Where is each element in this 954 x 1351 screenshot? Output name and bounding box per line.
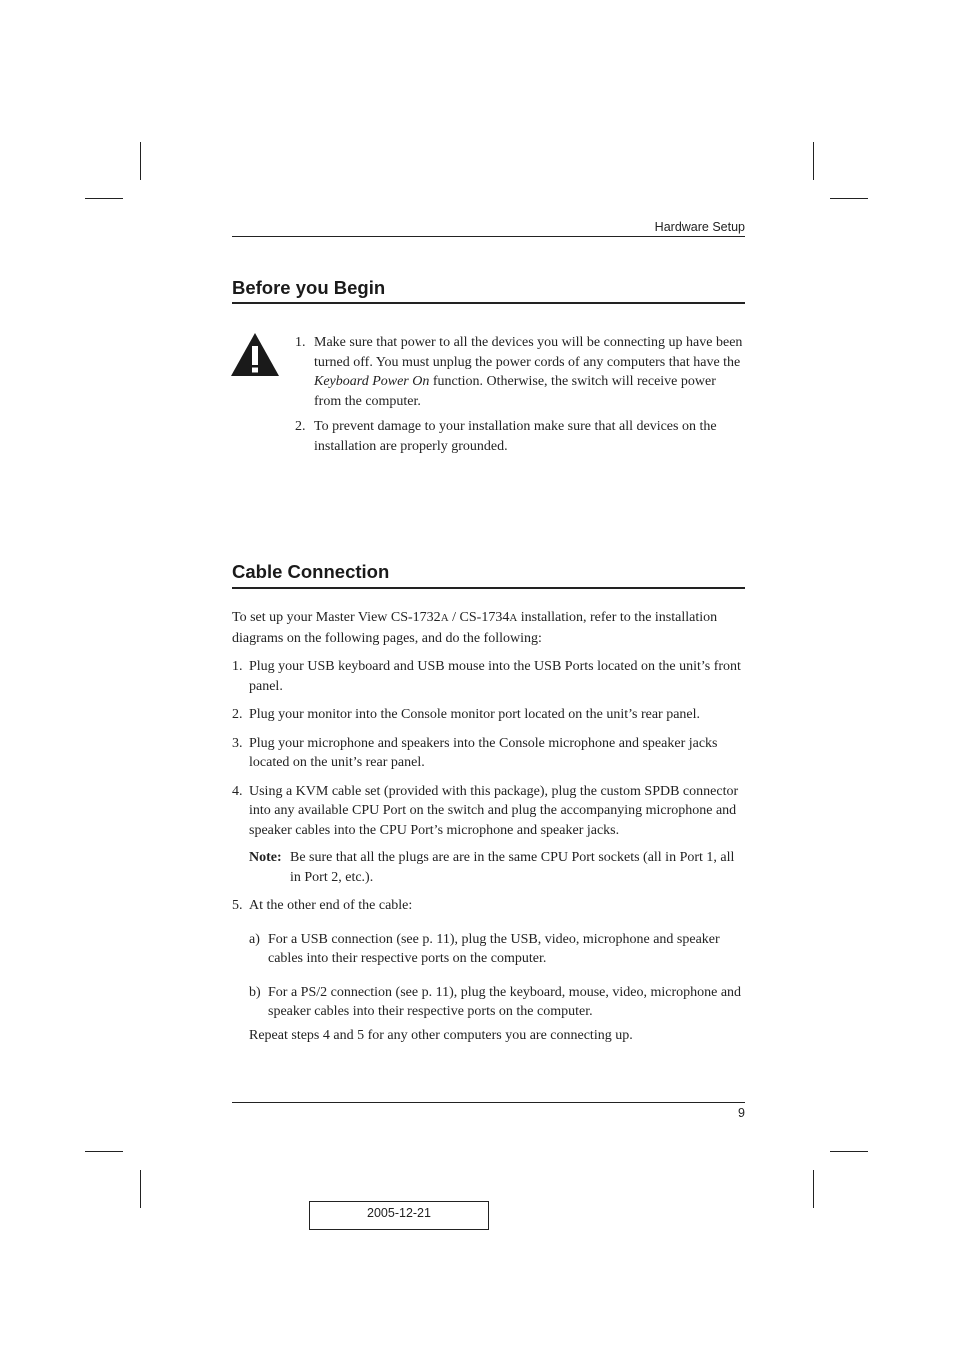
substeps-list [249, 930, 745, 1022]
note-text: Be sure that all the plugs are are in the same CPU Port sockets (all in Port 1, all in Port 2, etc.). [290, 850, 735, 885]
date-stamp: 2005-12-21 [309, 1201, 489, 1230]
list-number: 4. [232, 783, 243, 799]
step-text: Plug your microphone and speakers into the Console microphone and speaker jacks located on the unit’s rear panel. [249, 735, 718, 770]
note-label: Note: [249, 850, 282, 865]
list-item [232, 657, 745, 696]
list-item [295, 417, 745, 456]
precaution-text: Make sure that power to all the devices you will be connecting up have been turned off. You must unplug the power cords of any computers that have the [314, 335, 743, 370]
crop-mark [813, 1170, 814, 1208]
list-item [295, 333, 745, 411]
list-number: 5. [232, 898, 243, 913]
precaution-list [295, 333, 745, 461]
section-rule [232, 587, 745, 589]
crop-mark [830, 1151, 868, 1152]
step-text: Plug your USB keyboard and USB mouse into the USB Ports located on the unit’s front panel. [249, 659, 741, 694]
section-title-before-you-begin: Before you Begin [232, 277, 386, 298]
list-number: 3. [232, 735, 243, 751]
list-item [232, 705, 745, 725]
intro-paragraph: To set up your Master View CS-1732A / CS-1734A installation, refer to the installation diagrams on the following pages, and do the following: [232, 610, 718, 646]
warning-icon [231, 333, 279, 376]
list-number: 1. [232, 659, 243, 674]
sub-letter: b) [249, 984, 261, 1000]
crop-mark [85, 198, 123, 199]
steps-list [232, 657, 745, 1045]
section-title-cable-connection: Cable Connection [232, 561, 390, 582]
list-item [232, 896, 745, 1045]
model-suffix: A [440, 612, 449, 624]
model-suffix: A [509, 612, 518, 624]
sub-letter: a) [249, 931, 260, 947]
list-number: 2. [232, 707, 243, 722]
substep-text: For a USB connection (see p. 11), plug the USB, video, microphone and speaker cables into their respective ports on the computer. [268, 931, 720, 966]
list-item [249, 983, 745, 1022]
running-header: Hardware Setup [654, 220, 745, 234]
header-rule [232, 236, 745, 237]
list-item [232, 782, 745, 888]
section-rule [232, 302, 745, 304]
note [249, 848, 745, 887]
cable-connection-body [232, 608, 745, 1054]
crop-mark [140, 142, 141, 180]
precaution-text: function. Otherwise, the switch will receive power from the computer. [314, 374, 716, 409]
repeat-instruction: Repeat steps 4 and 5 for any other computers you are connecting up. [249, 1027, 633, 1043]
crop-mark [813, 142, 814, 180]
list-item [249, 930, 745, 969]
crop-mark [85, 1151, 123, 1152]
list-number: 1. [295, 335, 306, 350]
list-number: 2. [295, 419, 306, 434]
keyboard-power-on-emphasis: Keyboard Power On [314, 374, 430, 389]
crop-mark [140, 1170, 141, 1208]
step-text: Using a KVM cable set (provided with this package), plug the custom SPDB connector into any available CPU Port on the switch and plug the accompanying microphone and speaker cables into the CPU Port’s microphone and speaker jacks. [249, 783, 739, 838]
crop-mark [830, 198, 868, 199]
step-text: Plug your monitor into the Console monitor port located on the unit’s rear panel. [249, 707, 701, 722]
footer-rule [232, 1102, 745, 1103]
list-item [232, 734, 745, 773]
substep-text: For a PS/2 connection (see p. 11), plug the keyboard, mouse, video, microphone and speaker cables into their respective ports on the computer. [268, 984, 742, 1019]
step-text: At the other end of the cable: [249, 898, 413, 913]
page-number: 9 [738, 1106, 745, 1120]
precaution-text: To prevent damage to your installation make sure that all devices on the installation are properly grounded. [314, 419, 717, 454]
